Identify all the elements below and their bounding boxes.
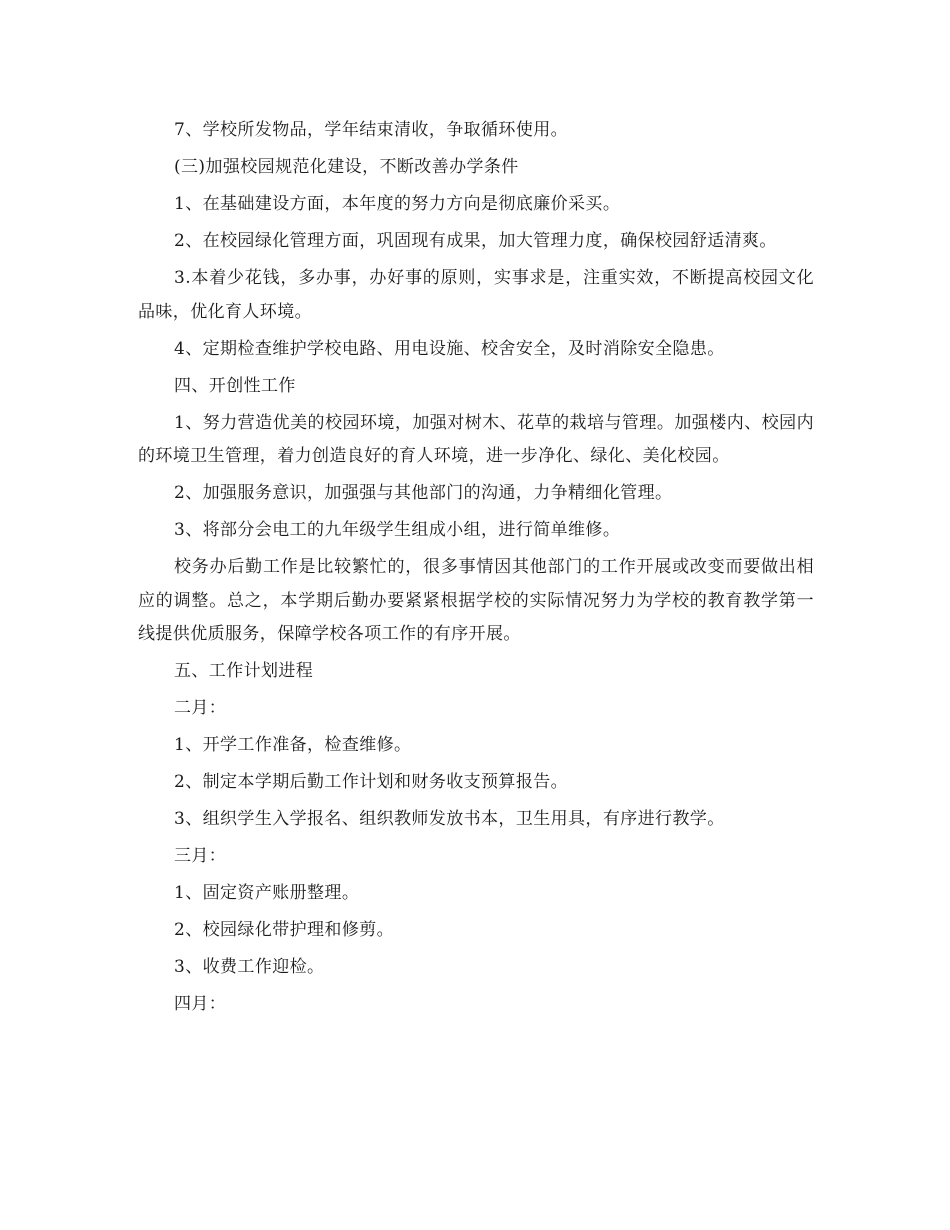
month-heading: 二月： xyxy=(174,698,227,718)
list-item: 1、开学工作准备，检查维修。 xyxy=(174,735,412,755)
paragraph: 2、加强服务意识，加强强与其他部门的沟通，力争精细化管理。 xyxy=(174,483,673,503)
list-item: 2、制定本学期后勤工作计划和财务收支预算报告。 xyxy=(174,772,569,792)
paragraph: 1、努力营造优美的校园环境，加强对树木、花草的栽培与管理。加强楼内、校园内的环境卫生管理，着力创造良好的育人环境，进一步净化、绿化、美化校园。 xyxy=(138,412,814,466)
paragraph: 校务办后勤工作是比较繁忙的，很多事情因其他部门的工作开展或改变而要做出相应的调整。总之，本学期后勤办要紧紧根据学校的实际情况努力为学校的教育教学第一线提供优质服务，保障学校各项工作的有序开展。 xyxy=(138,557,814,644)
paragraph: 2、在校园绿化管理方面，巩固现有成果，加大管理力度，确保校园舒适清爽。 xyxy=(174,231,777,251)
list-item: 2、校园绿化带护理和修剪。 xyxy=(174,920,395,940)
paragraph: 3.本着少花钱，多办事，办好事的原则，实事求是，注重实效，不断提高校园文化品味，优化育人环境。 xyxy=(138,268,814,322)
section-heading: (三)加强校园规范化建设，不断改善办学条件 xyxy=(174,157,519,177)
paragraph: 3、将部分会电工的九年级学生组成小组，进行简单维修。 xyxy=(174,520,621,540)
section-heading: 四、开创性工作 xyxy=(174,375,296,396)
month-heading: 四月： xyxy=(174,994,227,1014)
list-item: 3、收费工作迎检。 xyxy=(174,957,325,977)
list-item: 1、固定资产账册整理。 xyxy=(174,883,360,903)
paragraph: 7、学校所发物品，学年结束清收，争取循环使用。 xyxy=(174,120,569,140)
list-item: 3、组织学生入学报名、组织教师发放书本，卫生用具，有序进行教学。 xyxy=(174,809,725,829)
paragraph: 1、在基础建设方面，本年度的努力方向是彻底廉价采买。 xyxy=(174,194,621,214)
month-heading: 三月： xyxy=(174,846,227,866)
document-body xyxy=(138,114,814,1025)
section-heading: 五、工作计划进程 xyxy=(174,661,314,681)
paragraph: 4、定期检查维护学校电路、用电设施、校舍安全，及时消除安全隐患。 xyxy=(174,338,725,359)
